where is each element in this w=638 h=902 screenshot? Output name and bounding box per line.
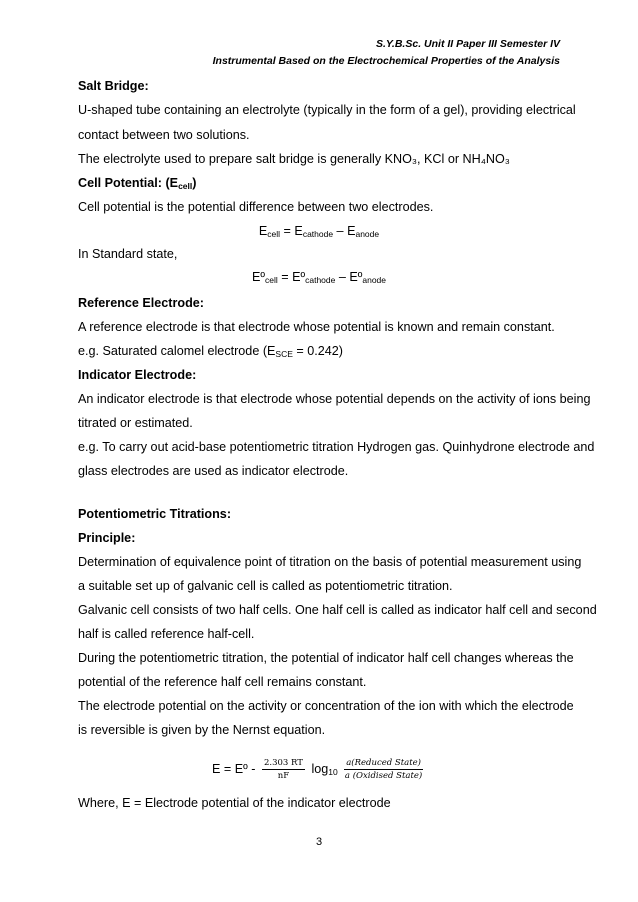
principle-text-8: is reversible is given by the Nernst equation. — [78, 723, 326, 737]
principle-text-3: Galvanic cell consists of two half cells. One half cell is called as indicator half cell and second — [78, 603, 597, 617]
principle-text-6: potential of the reference half cell remains constant. — [78, 675, 367, 689]
salt-bridge-text-3: The electrolyte used to prepare salt bridge is generally KNO₃, KCl or NH₄NO₃ — [78, 152, 510, 166]
oxidised-state-denominator: a (Oxidised State) — [344, 771, 423, 781]
cell-potential-heading — [78, 176, 196, 191]
principle-text-2: a suitable set up of galvanic cell is called as potentiometric titration. — [78, 579, 453, 593]
salt-bridge-text-1: U-shaped tube containing an electrolyte (typically in the form of a gel), providing electrical — [78, 103, 576, 117]
eq1-anode-sub: anode — [355, 229, 380, 239]
potentiometric-titrations-heading: Potentiometric Titrations: — [78, 507, 232, 521]
header-course: S.Y.B.Sc. Unit II Paper III Semester IV — [375, 38, 560, 50]
log-base-sub: 10 — [328, 766, 338, 777]
header-title: Instrumental Based on the Electrochemical Properties of the Analysis — [212, 55, 560, 67]
principle-text-7: The electrode potential on the activity or concentration of the ion with which the electrode — [78, 699, 574, 713]
principle-text-4: half is called reference half-cell. — [78, 627, 255, 641]
eq2-cell-sub: cell — [264, 275, 278, 285]
eq2-equals: = Eº — [277, 270, 306, 284]
eq2-minus: – Eº — [335, 270, 363, 284]
page-number: 3 — [315, 836, 323, 848]
indicator-electrode-text-3: e.g. To carry out acid-base potentiometric titration Hydrogen gas. Quinhydrone electrode and — [78, 440, 595, 454]
standard-potential-equation — [0, 270, 638, 285]
eq1-equals: = E — [280, 224, 303, 238]
nernst-lhs: E = Eº - — [212, 761, 256, 776]
indicator-electrode-heading: Indicator Electrode: — [78, 368, 197, 382]
activity-ratio-fraction — [344, 758, 423, 781]
standard-state-text: In Standard state, — [78, 247, 178, 261]
principle-heading: Principle: — [78, 531, 136, 545]
principle-text-1: Determination of equivalence point of titration on the basis of potential measurement using — [78, 555, 582, 569]
nernst-coefficient-fraction — [262, 758, 305, 781]
reference-electrode-heading: Reference Electrode: — [78, 296, 204, 310]
reference-electrode-text: A reference electrode is that electrode whose potential is known and remain constant. — [78, 320, 555, 334]
where-text: Where, E = Electrode potential of the indicator electrode — [78, 796, 391, 810]
coefficient-denominator: nF — [277, 771, 290, 781]
sce-sub: SCE — [275, 349, 293, 359]
reduced-state-numerator: a(Reduced State) — [346, 758, 421, 768]
cell-potential-equation — [0, 224, 638, 239]
eq2-e: Eº — [251, 270, 265, 284]
eq2-anode-sub: anode — [362, 275, 387, 285]
indicator-electrode-text-1: An indicator electrode is that electrode whose potential depends on the activity of ions being — [78, 392, 591, 406]
eq1-minus: – E — [333, 224, 356, 238]
cell-potential-text: Cell potential is the potential difference between two electrodes. — [78, 200, 434, 214]
cell-potential-heading-close: ) — [192, 176, 197, 190]
indicator-electrode-text-4: glass electrodes are used as indicator electrode. — [78, 464, 349, 478]
eq1-e: E — [258, 224, 268, 238]
eq1-cell-sub: cell — [267, 229, 281, 239]
eq2-cathode-sub: cathode — [305, 275, 336, 285]
cell-potential-heading-text: Cell Potential: (E — [78, 176, 179, 190]
sce-value: = 0.242) — [292, 344, 343, 358]
log-text: log — [311, 761, 329, 776]
indicator-electrode-text-2: titrated or estimated. — [78, 416, 193, 430]
eq1-cathode-sub: cathode — [302, 229, 334, 239]
reference-electrode-example — [78, 344, 343, 359]
cell-sub: cell — [178, 181, 193, 191]
nernst-equation — [0, 758, 638, 781]
principle-text-5: During the potentiometric titration, the potential of indicator half cell changes whereas the — [78, 651, 574, 665]
salt-bridge-heading: Salt Bridge: — [78, 79, 149, 93]
sce-example-text: e.g. Saturated calomel electrode (E — [78, 344, 276, 358]
coefficient-numerator: 2.303 RT — [263, 758, 303, 768]
salt-bridge-text-2: contact between two solutions. — [78, 128, 250, 142]
